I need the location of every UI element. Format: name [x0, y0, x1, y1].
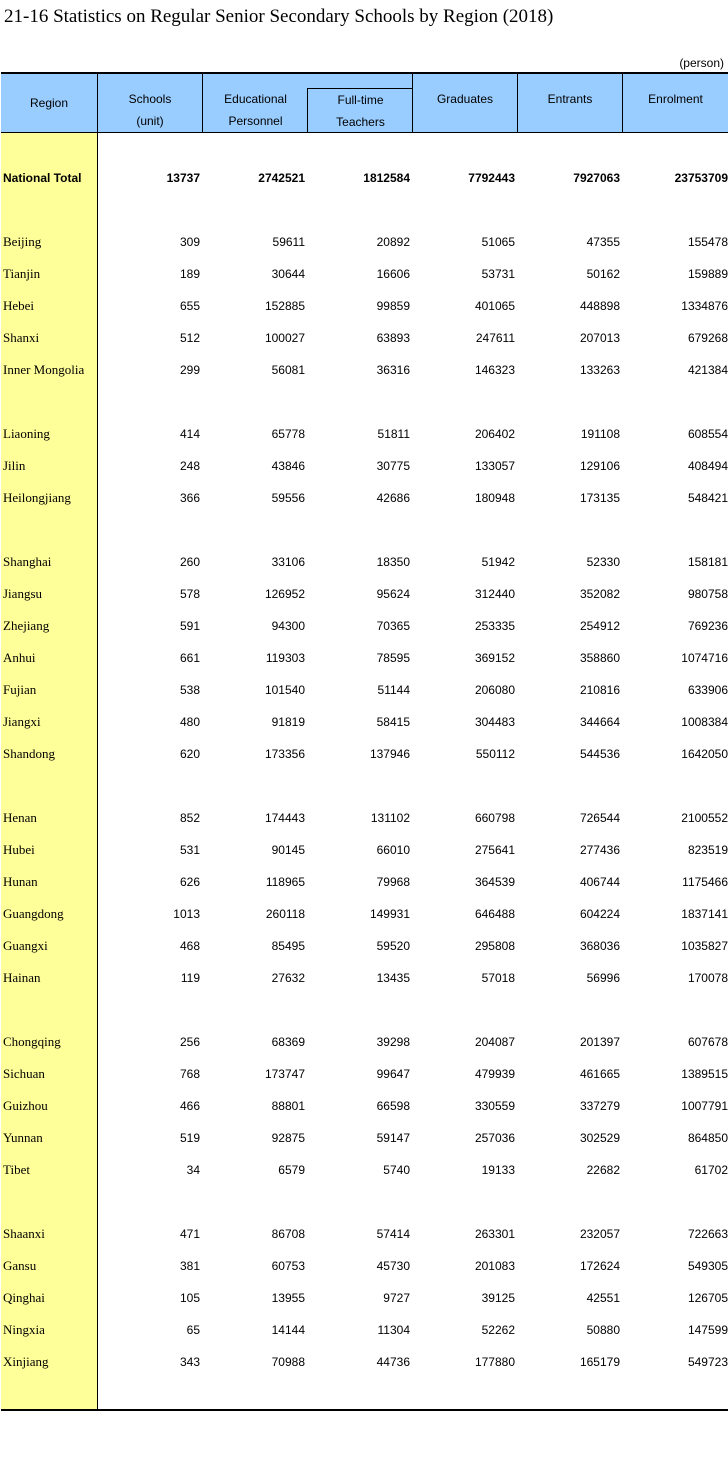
value-cell: 47355 — [586, 235, 620, 249]
value-cell: 92875 — [271, 1131, 305, 1145]
value-cell: 23753709 — [674, 171, 728, 185]
table-row — [0, 1122, 728, 1154]
value-cell: 726544 — [579, 811, 620, 825]
value-cell: 88801 — [271, 1099, 305, 1113]
value-cell: 352082 — [579, 587, 620, 601]
value-cell: 174443 — [264, 811, 305, 825]
header-enrolment-label: Enrolment — [648, 92, 703, 106]
value-cell: 309 — [179, 235, 200, 249]
table-row — [0, 1154, 728, 1186]
value-cell: 101540 — [264, 683, 305, 697]
value-cell: 661 — [179, 651, 200, 665]
value-cell: 85495 — [271, 939, 305, 953]
value-cell: 466 — [179, 1099, 200, 1113]
value-cell: 70988 — [271, 1355, 305, 1369]
value-cell: 126952 — [264, 587, 305, 601]
value-cell: 22682 — [586, 1163, 620, 1177]
value-cell: 52262 — [481, 1323, 515, 1337]
value-cell: 381 — [179, 1259, 200, 1273]
value-cell: 146323 — [474, 363, 515, 377]
value-cell: 531 — [179, 843, 200, 857]
value-cell: 1642050 — [681, 747, 728, 761]
table-row — [0, 642, 728, 674]
value-cell: 247611 — [475, 331, 515, 345]
value-cell: 44736 — [376, 1355, 410, 1369]
region-name: Hebei — [3, 298, 35, 313]
region-name: Shanghai — [3, 554, 52, 569]
header-ft-label-2: Teachers — [336, 115, 385, 129]
region-name: Zhejiang — [3, 618, 50, 633]
value-cell: 368036 — [579, 939, 620, 953]
value-cell: 2100552 — [681, 811, 728, 825]
value-cell: 119303 — [265, 651, 305, 665]
value-cell: 1035827 — [681, 939, 728, 953]
region-name: Heilongjiang — [3, 490, 71, 505]
value-cell: 86708 — [271, 1227, 305, 1241]
value-cell: 210816 — [579, 683, 620, 697]
value-cell: 823519 — [687, 843, 728, 857]
value-cell: 2742521 — [258, 171, 305, 185]
value-cell: 366 — [179, 491, 200, 505]
value-cell: 42686 — [376, 491, 410, 505]
value-cell: 11304 — [377, 1323, 410, 1337]
value-cell: 299 — [179, 363, 200, 377]
region-name: Jiangsu — [3, 586, 42, 601]
table-row — [0, 1218, 728, 1250]
header-graduates — [412, 74, 517, 132]
value-cell: 277436 — [579, 843, 620, 857]
value-cell: 68369 — [271, 1035, 305, 1049]
value-cell: 57414 — [376, 1227, 410, 1241]
value-cell: 20892 — [376, 235, 410, 249]
value-cell: 59147 — [376, 1131, 410, 1145]
value-cell: 548421 — [687, 491, 728, 505]
region-name: Ningxia — [3, 1322, 45, 1337]
value-cell: 408494 — [687, 459, 728, 473]
table-row — [0, 1346, 728, 1378]
value-cell: 1013 — [173, 907, 200, 921]
value-cell: 50162 — [586, 267, 620, 281]
value-cell: 58415 — [376, 715, 410, 729]
value-cell: 99859 — [376, 299, 410, 313]
value-cell: 133263 — [579, 363, 620, 377]
value-cell: 158181 — [687, 555, 728, 569]
value-cell: 1334876 — [681, 299, 728, 313]
value-cell: 36316 — [376, 363, 410, 377]
header-entrants-label: Entrants — [547, 92, 593, 106]
value-cell: 66598 — [376, 1099, 410, 1113]
value-cell: 206402 — [474, 427, 515, 441]
value-cell: 549305 — [687, 1259, 728, 1273]
value-cell: 550112 — [475, 747, 515, 761]
table-row — [0, 450, 728, 482]
value-cell: 538 — [179, 683, 200, 697]
region-name: Sichuan — [3, 1066, 45, 1081]
table-row — [0, 674, 728, 706]
table-row — [0, 930, 728, 962]
value-cell: 131102 — [370, 811, 410, 825]
table-row — [0, 610, 728, 642]
table-row — [0, 578, 728, 610]
value-cell: 7927063 — [573, 171, 620, 185]
table-row — [0, 258, 728, 290]
value-cell: 549723 — [687, 1355, 728, 1369]
value-cell: 401065 — [474, 299, 515, 313]
value-cell: 173747 — [264, 1067, 305, 1081]
table-row — [0, 290, 728, 322]
value-cell: 604224 — [579, 907, 620, 921]
value-cell: 52330 — [586, 555, 620, 569]
value-cell: 51144 — [377, 683, 410, 697]
value-cell: 660798 — [474, 811, 515, 825]
value-cell: 7792443 — [468, 171, 515, 185]
value-cell: 512 — [179, 331, 200, 345]
region-name: Henan — [3, 810, 37, 825]
region-name: Jiangxi — [3, 714, 41, 729]
value-cell: 448898 — [579, 299, 620, 313]
value-cell: 65 — [186, 1323, 200, 1337]
value-cell: 149931 — [369, 907, 410, 921]
unit-note: (person) — [679, 56, 724, 70]
value-cell: 9727 — [383, 1291, 410, 1305]
header-edu-label-1: Educational — [224, 92, 287, 106]
region-name: Shanxi — [3, 330, 40, 345]
region-name: Qinghai — [3, 1290, 45, 1305]
value-cell: 59556 — [271, 491, 305, 505]
region-name: Guangdong — [3, 906, 64, 921]
value-cell: 100027 — [264, 331, 305, 345]
value-cell: 66010 — [376, 843, 410, 857]
table-bottom-rule — [1, 1409, 728, 1411]
value-cell: 206080 — [474, 683, 515, 697]
value-cell: 90145 — [271, 843, 305, 857]
value-cell: 519 — [179, 1131, 200, 1145]
value-cell: 479939 — [474, 1067, 515, 1081]
value-cell: 56996 — [586, 971, 620, 985]
value-cell: 337279 — [579, 1099, 620, 1113]
value-cell: 95624 — [376, 587, 410, 601]
value-cell: 50880 — [586, 1323, 620, 1337]
value-cell: 5740 — [383, 1163, 410, 1177]
value-cell: 39125 — [481, 1291, 515, 1305]
table-row — [0, 546, 728, 578]
value-cell: 201083 — [474, 1259, 515, 1273]
region-name: Shandong — [3, 746, 55, 761]
region-name: Jilin — [3, 458, 26, 473]
value-cell: 1074716 — [681, 651, 728, 665]
value-cell: 330559 — [474, 1099, 515, 1113]
value-cell: 591 — [179, 619, 200, 633]
header-region — [1, 74, 97, 132]
value-cell: 257036 — [474, 1131, 515, 1145]
value-cell: 260 — [179, 555, 200, 569]
value-cell: 13435 — [376, 971, 410, 985]
value-cell: 43846 — [271, 459, 305, 473]
value-cell: 980758 — [687, 587, 728, 601]
value-cell: 852 — [179, 811, 200, 825]
value-cell: 207013 — [579, 331, 620, 345]
value-cell: 608554 — [687, 427, 728, 441]
value-cell: 152885 — [264, 299, 305, 313]
value-cell: 34 — [186, 1163, 200, 1177]
value-cell: 312440 — [474, 587, 515, 601]
value-cell: 51811 — [377, 427, 410, 441]
table-row — [0, 1282, 728, 1314]
value-cell: 722663 — [687, 1227, 728, 1241]
value-cell: 191108 — [580, 427, 620, 441]
value-cell: 19133 — [481, 1163, 515, 1177]
table-row — [0, 962, 728, 994]
value-cell: 70365 — [376, 619, 410, 633]
value-cell: 633906 — [687, 683, 728, 697]
value-cell: 119 — [180, 971, 200, 985]
value-cell: 51065 — [481, 235, 515, 249]
region-name: Hainan — [3, 970, 41, 985]
value-cell: 189 — [179, 267, 200, 281]
value-cell: 304483 — [474, 715, 515, 729]
value-cell: 147599 — [687, 1323, 728, 1337]
value-cell: 471 — [179, 1227, 200, 1241]
value-cell: 51942 — [481, 555, 515, 569]
region-name: Anhui — [3, 650, 36, 665]
value-cell: 57018 — [481, 971, 515, 985]
value-cell: 468 — [179, 939, 200, 953]
value-cell: 63893 — [376, 331, 410, 345]
value-cell: 165179 — [579, 1355, 620, 1369]
value-cell: 256 — [179, 1035, 200, 1049]
value-cell: 129106 — [579, 459, 620, 473]
value-cell: 248 — [179, 459, 200, 473]
value-cell: 1837141 — [681, 907, 728, 921]
header-entrants — [517, 74, 622, 132]
value-cell: 253335 — [474, 619, 515, 633]
table-row — [0, 1026, 728, 1058]
value-cell: 480 — [179, 715, 200, 729]
value-cell: 769236 — [687, 619, 728, 633]
header-full-time-teachers — [307, 88, 413, 132]
value-cell: 864850 — [687, 1131, 728, 1145]
value-cell: 105 — [179, 1291, 200, 1305]
value-cell: 646488 — [474, 907, 515, 921]
region-name: Fujian — [3, 682, 37, 697]
table-row — [0, 834, 728, 866]
header-schools — [97, 74, 202, 132]
value-cell: 1008384 — [681, 715, 728, 729]
value-cell: 56081 — [271, 363, 305, 377]
value-cell: 254912 — [579, 619, 620, 633]
value-cell: 180948 — [474, 491, 515, 505]
region-name: Xinjiang — [3, 1354, 49, 1369]
value-cell: 343 — [179, 1355, 200, 1369]
table-row — [0, 1058, 728, 1090]
value-cell: 94300 — [271, 619, 305, 633]
table-row — [0, 1314, 728, 1346]
region-name: National Total — [3, 171, 82, 185]
header-edu-label-2: Personnel — [228, 114, 283, 128]
header-region-label: Region — [29, 96, 69, 110]
value-cell: 30644 — [271, 267, 305, 281]
table-row — [0, 1250, 728, 1282]
value-cell: 260118 — [265, 907, 305, 921]
value-cell: 358860 — [579, 651, 620, 665]
value-cell: 364539 — [474, 875, 515, 889]
value-cell: 369152 — [474, 651, 515, 665]
region-name: Shaanxi — [3, 1226, 45, 1241]
value-cell: 768 — [179, 1067, 200, 1081]
value-cell: 173356 — [264, 747, 305, 761]
value-cell: 45730 — [376, 1259, 410, 1273]
value-cell: 91819 — [271, 715, 305, 729]
value-cell: 79968 — [376, 875, 410, 889]
value-cell: 620 — [179, 747, 200, 761]
page-title: 21-16 Statistics on Regular Senior Secondary Schools by Region (2018) — [4, 6, 554, 27]
value-cell: 414 — [179, 427, 200, 441]
value-cell: 59611 — [272, 235, 305, 249]
region-name: Chongqing — [3, 1034, 61, 1049]
region-name: Gansu — [3, 1258, 37, 1273]
value-cell: 344664 — [579, 715, 620, 729]
value-cell: 578 — [179, 587, 200, 601]
header-enrolment — [622, 74, 728, 132]
value-cell: 42551 — [586, 1291, 620, 1305]
national-total-row — [0, 162, 728, 194]
value-cell: 172624 — [579, 1259, 620, 1273]
value-cell: 118965 — [265, 875, 305, 889]
value-cell: 6579 — [278, 1163, 305, 1177]
value-cell: 126705 — [687, 1291, 728, 1305]
table-row — [0, 706, 728, 738]
value-cell: 65778 — [271, 427, 305, 441]
table-row — [0, 418, 728, 450]
value-cell: 78595 — [376, 651, 410, 665]
value-cell: 99647 — [376, 1067, 410, 1081]
region-name: Yunnan — [3, 1130, 43, 1145]
value-cell: 60753 — [271, 1259, 305, 1273]
value-cell: 626 — [179, 875, 200, 889]
table-row — [0, 482, 728, 514]
value-cell: 13737 — [166, 171, 200, 185]
table-row — [0, 226, 728, 258]
region-name: Tibet — [3, 1162, 30, 1177]
table-row — [0, 802, 728, 834]
value-cell: 159889 — [687, 267, 728, 281]
value-cell: 33106 — [271, 555, 305, 569]
value-cell: 39298 — [376, 1035, 410, 1049]
value-cell: 30775 — [376, 459, 410, 473]
value-cell: 53731 — [481, 267, 515, 281]
header-graduates-label: Graduates — [436, 92, 494, 106]
region-name: Guizhou — [3, 1098, 48, 1113]
header-ft-label-1: Full-time — [337, 93, 384, 107]
value-cell: 263301 — [474, 1227, 515, 1241]
value-cell: 204087 — [474, 1035, 515, 1049]
table-row — [0, 898, 728, 930]
value-cell: 13955 — [271, 1291, 305, 1305]
value-cell: 16606 — [376, 267, 410, 281]
value-cell: 201397 — [579, 1035, 620, 1049]
value-cell: 18350 — [376, 555, 410, 569]
value-cell: 679268 — [687, 331, 728, 345]
region-name: Guangxi — [3, 938, 48, 953]
value-cell: 137946 — [369, 747, 410, 761]
region-name: Hubei — [3, 842, 35, 857]
value-cell: 1812584 — [363, 171, 410, 185]
value-cell: 232057 — [579, 1227, 620, 1241]
value-cell: 155478 — [687, 235, 728, 249]
value-cell: 302529 — [579, 1131, 620, 1145]
value-cell: 421384 — [687, 363, 728, 377]
value-cell: 61702 — [694, 1163, 728, 1177]
table-row — [0, 738, 728, 770]
value-cell: 607678 — [687, 1035, 728, 1049]
value-cell: 406744 — [579, 875, 620, 889]
value-cell: 295808 — [474, 939, 515, 953]
value-cell: 59520 — [376, 939, 410, 953]
region-name: Hunan — [3, 874, 38, 889]
value-cell: 177880 — [474, 1355, 515, 1369]
value-cell: 27632 — [271, 971, 305, 985]
header-schools-unit: (unit) — [136, 114, 164, 128]
value-cell: 655 — [179, 299, 200, 313]
region-name: Tianjin — [3, 266, 41, 281]
region-name: Liaoning — [3, 426, 50, 441]
region-name: Inner Mongolia — [3, 362, 85, 377]
table-row — [0, 322, 728, 354]
table-row — [0, 1090, 728, 1122]
value-cell: 14144 — [271, 1323, 305, 1337]
table-header — [1, 72, 728, 133]
value-cell: 1007791 — [681, 1099, 728, 1113]
value-cell: 133057 — [474, 459, 515, 473]
table-row — [0, 866, 728, 898]
header-schools-label: Schools — [128, 92, 172, 106]
value-cell: 1389515 — [681, 1067, 728, 1081]
value-cell: 544536 — [579, 747, 620, 761]
value-cell: 170078 — [687, 971, 728, 985]
region-name: Beijing — [3, 234, 42, 249]
value-cell: 1175466 — [682, 875, 728, 889]
value-cell: 173135 — [579, 491, 620, 505]
value-cell: 461665 — [579, 1067, 620, 1081]
value-cell: 275641 — [474, 843, 515, 857]
table-row — [0, 354, 728, 386]
